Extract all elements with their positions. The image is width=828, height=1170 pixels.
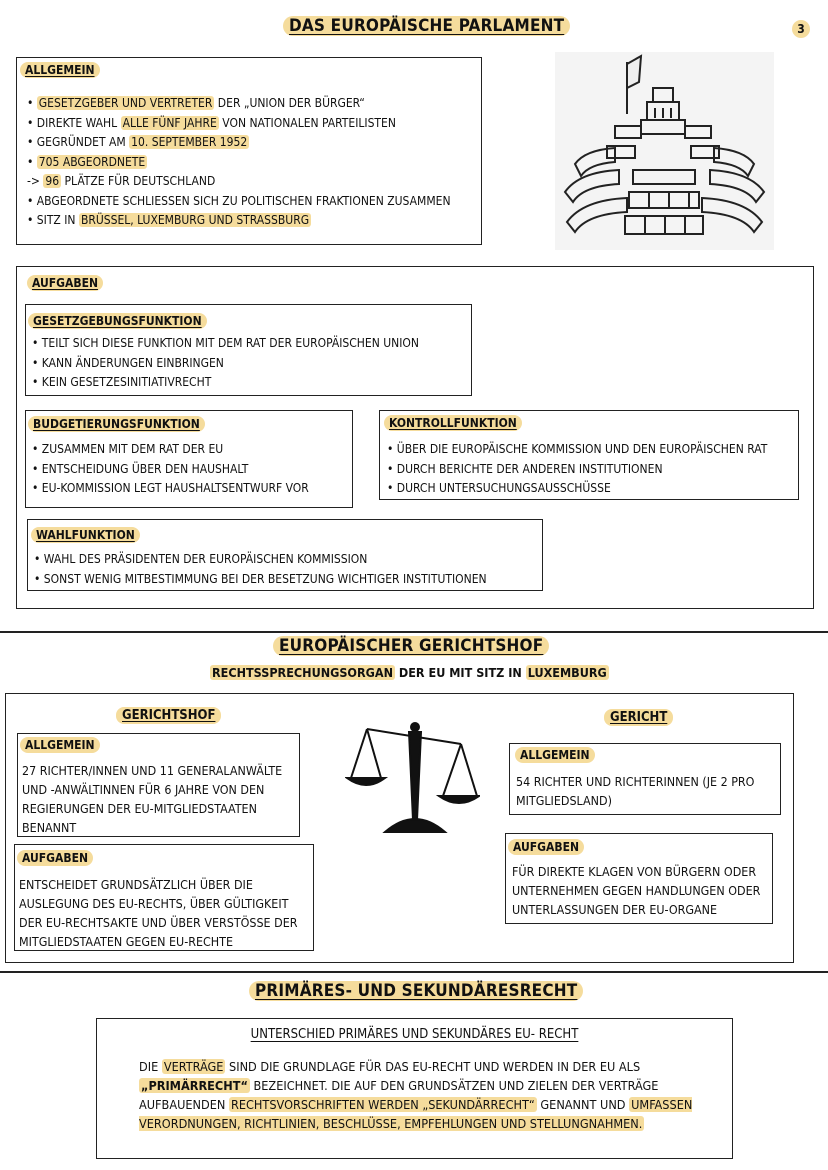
law-text: DIE VERTRÄGE SIND DIE GRUNDLAGE FÜR DAS EU-RECHT UND WERDEN IN DER EU ALS „PRIMÄRRECHT“ BEZEICHNET. DIE AUF DEN GRUNDSÄTZEN UND ZIELEN DER VERTRÄGE AUFBAUENDEN RECHTSVORSCHRIFTEN WERDEN „SEKUNDÄRRECHT“ GENANNT UND UMFASSEN VERORDNUNGEN, RICHTLINIEN, BESCHLÜSSE, EMPFEHLUNGEN UND STELLUNGNAHMEN. <box>139 1059 693 1131</box>
parliament-title <box>283 16 570 36</box>
list-item: • 705 ABGEORDNETE <box>27 154 146 169</box>
court-subtitle: RECHTSSPRECHUNGSORGAN DER EU MIT SITZ IN LUXEMBURG <box>212 665 607 680</box>
list-item: • SITZ IN BRÜSSEL, LUXEMBURG UND STRASSBURG <box>27 213 310 227</box>
list-item: • DIREKTE WAHL ALLE FÜNF JAHRE VON NATIONALEN PARTEILISTEN <box>27 115 396 130</box>
list-item: • SONST WENIG MITBESTIMMUNG BEI DER BESETZUNG WICHTIGER INSTITUTIONEN <box>34 571 487 586</box>
parliament-icon <box>555 52 774 250</box>
budget-box <box>25 410 353 508</box>
list-item: • TEILT SICH DIESE FUNKTION MIT DEM RAT DER EUROPÄISCHEN UNION <box>32 336 419 350</box>
election-list <box>34 550 487 589</box>
coj-tasks-text: ENTSCHEIDET GRUNDSÄTZLICH ÜBER DIE AUSLEGUNG DES EU-RECHTS, ÜBER GÜLTIGKEIT DER EU-RECHTSAKTE UND ÜBER VERSTÖSSE DER MITGLIEDSTAATEN GEGEN EU-RECHTE <box>19 877 298 949</box>
list-item: • GESETZGEBER UND VERTRETER DER „UNION DER BÜRGER“ <box>27 96 365 110</box>
parliament-general-box <box>16 57 482 245</box>
list-item: • DURCH BERICHTE DER ANDEREN INSTITUTIONEN <box>387 461 663 476</box>
general-list <box>27 94 451 231</box>
list-item: • GEGRÜNDET AM 10. SEPTEMBER 1952 <box>27 135 248 149</box>
gc-general-label: ALLGEMEIN <box>515 747 595 763</box>
list-item: • ENTSCHEIDUNG ÜBER DEN HAUSHALT <box>32 461 249 476</box>
control-list <box>387 440 767 499</box>
divider <box>0 631 828 633</box>
divider <box>0 971 828 973</box>
law-box-title: UNTERSCHIED PRIMÄRES UND SEKUNDÄRES EU- RECHT <box>250 1027 579 1042</box>
coj-general-text: 27 RICHTER/INNEN UND 11 GENERALANWÄLTE UND -ANWÄLTINNEN FÜR 6 JAHRE VON DEN REGIERUNGEN DER EU-MITGLIEDSTAATEN BENANNT <box>22 763 283 835</box>
law-title <box>249 981 583 1001</box>
list-item: • ABGEORDNETE SCHLIESSEN SICH ZU POLITISCHEN FRAKTIONEN ZUSAMMEN <box>27 193 451 208</box>
page-number: 3 <box>792 20 810 38</box>
list-item: • ÜBER DIE EUROPÄISCHE KOMMISSION UND DEN EUROPÄISCHEN RAT <box>387 442 768 456</box>
list-item: • DURCH UNTERSUCHUNGSAUSSCHÜSSE <box>387 481 611 495</box>
gc-tasks-label: AUFGABEN <box>508 839 584 855</box>
coj-tasks-label: AUFGABEN <box>17 850 93 866</box>
budget-list <box>32 440 309 499</box>
election-box <box>27 519 543 591</box>
coj-general-label: ALLGEMEIN <box>20 737 100 753</box>
law-box <box>96 1018 733 1159</box>
list-item: • KEIN GESETZESINITIATIVRECHT <box>32 375 212 389</box>
coj-tasks-box <box>14 844 314 951</box>
tasks-label: AUFGABEN <box>27 275 103 291</box>
budget-label: BUDGETIERUNGSFUNKTION <box>28 416 205 432</box>
gc-general-box <box>509 743 781 815</box>
scales-icon <box>345 720 480 838</box>
legislation-list <box>32 334 419 393</box>
list-item: • KANN ÄNDERUNGEN EINBRINGEN <box>32 355 224 370</box>
gc-tasks-box <box>505 833 773 924</box>
court-title-text: EUROPÄISCHER GERICHTSHOF <box>273 636 549 656</box>
list-item: • EU-KOMMISSION LEGT HAUSHALTSENTWURF VOR <box>32 481 309 495</box>
legislation-box <box>25 304 472 396</box>
list-item: • ZUSAMMEN MIT DEM RAT DER EU <box>32 442 224 456</box>
general-label: ALLGEMEIN <box>20 62 100 78</box>
law-title-text: PRIMÄRES- UND SEKUNDÄRESRECHT <box>249 981 583 1001</box>
gc-tasks-text: FÜR DIREKTE KLAGEN VON BÜRGERN ODER UNTERNEHMEN GEGEN HANDLUNGEN ODER UNTERLASSUNGEN DER EU-ORGANE <box>512 864 761 917</box>
coj-general-box <box>17 733 300 837</box>
control-box <box>379 410 799 500</box>
control-label: KONTROLLFUNKTION <box>384 415 522 431</box>
list-item: -> 96 PLÄTZE FÜR DEUTSCHLAND <box>27 174 216 188</box>
legislation-label: GESETZGEBUNGSFUNKTION <box>28 313 207 329</box>
general-court-heading: GERICHT <box>604 710 673 725</box>
gc-general-text: 54 RICHTER UND RICHTERINNEN (JE 2 PRO MITGLIEDSLAND) <box>516 774 755 808</box>
list-item: • WAHL DES PRÄSIDENTEN DER EUROPÄISCHEN KOMMISSION <box>34 552 368 566</box>
election-label: WAHLFUNKTION <box>31 527 140 543</box>
parliament-title-text: DAS EUROPÄISCHE PARLAMENT <box>283 16 570 36</box>
court-of-justice-heading: GERICHTSHOF <box>116 708 221 723</box>
court-title <box>273 636 549 656</box>
